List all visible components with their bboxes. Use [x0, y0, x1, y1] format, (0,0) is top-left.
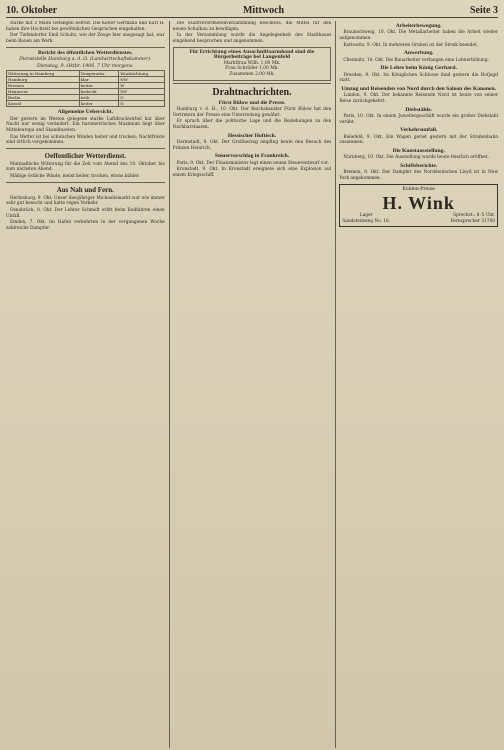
- divider: [6, 182, 165, 183]
- wire-text-1: Hamburg v. d. H., 10. Okt. Der Reichskanzler Fürst Bülow hat den Vertretern der Presse eine Unterredung gewährt.: [172, 106, 332, 118]
- weather-header-place: Witterung in Hamburg: [7, 71, 80, 77]
- table-row: Kassel heiter N: [7, 101, 165, 107]
- page-header: [6, 4, 498, 18]
- table-row: Berlin trüb O: [7, 95, 165, 101]
- local-news-1: Herbisburg, 9. Okt. Unser diesjähriger Michaelismarkt war wie immer sehr gut besucht und hatte regen Verkehr.: [6, 195, 165, 207]
- ad-name: H. Wink: [382, 192, 455, 213]
- weather-table: [6, 70, 165, 107]
- theft-title: Diebstähle.: [405, 106, 432, 113]
- accident-title: Verkehrsunfall.: [400, 127, 438, 134]
- divider: [6, 47, 165, 48]
- divider: [173, 83, 332, 84]
- ad-top-line: Kohlen-Preise: [402, 187, 435, 193]
- header-day: Mittwoch: [242, 5, 285, 16]
- overview-text-2: Das Wetter ist bei schwachen Winden heiter und trocken; Nachtfröste sind örtlich vorgekommen.: [6, 134, 165, 146]
- advertisement: [339, 184, 498, 227]
- col1-intro-2: Der Tiefendorfer Emil Schultz, wie der Zeuge hier ausgesagt hat, war beim Bauen am Werk.: [6, 33, 165, 44]
- col1-intro-1: starke mit 3 Mann Gefangen befreit. Die Kelter Germana und Karl H. haben ihre Hochzeit bei gewöhnlichen Gesprächen eingehalten.: [6, 21, 165, 32]
- divider: [6, 148, 165, 149]
- header-date: 10. Oktober: [6, 5, 58, 16]
- ad-address: Sandsteinweg No. 18.: [342, 218, 391, 224]
- donation-notice: [173, 47, 332, 81]
- weather-header-wind: Windrichtung: [119, 71, 164, 77]
- weather-station: Dienststelle Hamburg a. d. O. (Landwirtschaftskammer).: [19, 56, 152, 62]
- overview-title: Allgemeine Uebersicht.: [57, 109, 113, 116]
- weather-date: Dienstag, 9. Oktbr. 1906, 7 Uhr morgens.: [37, 63, 134, 69]
- france-title: Steuervorschlag in Frankreich.: [214, 153, 290, 160]
- notice-line: Marktfrau Wilh. 1,00 Mk.: [223, 60, 281, 66]
- table-row: Bremen heiter W: [7, 83, 165, 89]
- wire-news-title: Drahtnachrichten.: [212, 86, 292, 98]
- notice-title: Für Errichtung eines Ausschnittsarmband sind die Bürgerbeiträge bei Langenfeld: [189, 49, 315, 61]
- theft-text: Paris, 10. Okt. In einem Juweliergeschäft wurde ein großer Diebstahl verübt.: [339, 113, 498, 125]
- wire-text-2: Er sprach über die politische Lage und die Beziehungen zu den Nachbarstaaten.: [172, 119, 332, 130]
- movement-text-2: Kattowitz, 9. Okt. In mehreren Gruben ist der Streik beendet.: [343, 42, 479, 48]
- fair-text: Nürnberg, 10. Okt. Die Ausstellung wurde heute feierlich eröffnet.: [343, 155, 489, 161]
- weather-header-temp: Temperatur: [79, 71, 119, 77]
- announce-title: Anwerbung.: [403, 50, 434, 57]
- col2-intro-2: In der Versammlung wurde die Angelegenheit des Stadtbaues eingehend besprochen und angenommen.: [172, 33, 332, 44]
- movement-text-1: Braunschweig, 10. Okt. Die Metallarbeiter haben die Arbeit wieder aufgenommen.: [339, 30, 498, 41]
- weather-title: Bericht des öffentlichen Wetterdienstes.: [38, 49, 133, 56]
- overview-text-1: Der gestern im Westen gelegene starke Luftdruckwirbel hat über Nacht nur wenig verändert. Ein barometrisches Maximum liegt über Mitteleuropa und Skandinavien.: [6, 116, 165, 133]
- ships-title: Schiffsberichte.: [400, 162, 438, 169]
- local-news-2: Osnabrück, 8. Okt. Der Lehrer Schmidt erlitt beim Radfahren einen Unfall.: [6, 208, 165, 219]
- notice-line: Frau Schröder 1,00 Mk.: [225, 66, 279, 72]
- movement-title: Arbeiterbewegung.: [395, 23, 442, 29]
- table-row: Hannover bedeckt SW: [7, 89, 165, 95]
- table-row: Hamburg klar NW: [7, 77, 165, 83]
- forecast-detail: Mäßige östliche Winde, meist heiter, trocken, etwas kühler.: [10, 174, 140, 180]
- hessian-text: Darmstadt, 9. Okt. Der Großherzog empfing heute den Besuch des Prinzen Heinrich.: [172, 139, 332, 151]
- ad-hours: Sprechst.: 8–5 Uhr.: [453, 212, 496, 218]
- column-2: [169, 21, 332, 748]
- accident-text: Bielefeld, 9. Okt. Ein Wagen geriet gestern mit der Straßenbahn zusammen.: [339, 134, 498, 146]
- meeting-text: London, 9. Okt. Der bekannte Reisende Nord ist heute von seiner Reise zurückgekehrt.: [339, 93, 498, 104]
- russia-text: Kronstadt, 9. Okt. In Kronstadt ereignete sich eine Explosion auf einem Kriegsschiff.: [172, 167, 332, 178]
- local-news-3: Emden, 7. Okt. Im Hafen verkehrten in der vergangenen Woche zahlreiche Dampfer.: [6, 220, 165, 232]
- fire-text: Dresden, 9. Okt. Im Königlichen Schlosse fand gestern die Hofjagd statt.: [339, 72, 498, 84]
- header-page-number: Seite 3: [469, 5, 498, 16]
- column-3: [335, 21, 498, 748]
- column-1: [6, 21, 165, 748]
- hessian-title: Hessischer Hoftisch.: [227, 132, 277, 139]
- fair-title: Die Kunstausstellung.: [392, 147, 445, 154]
- fire-title: Die Lehre beim König Gerhard.: [380, 65, 457, 72]
- ad-left-line: Lager: [359, 212, 373, 218]
- ships-text: Bremen, 9. Okt. Der Dampfer des Norddeutschen Lloyd ist in New York angekommen.: [339, 170, 498, 181]
- forecast-title: Oeffentlicher Wetterdienst.: [44, 151, 127, 160]
- col2-intro-1: Die Stadtverordnetenversammlung beschloss, die Mittel für den neuen Schulbau zu bewilligen.: [172, 21, 332, 32]
- announce-text: Chemnitz, 10. Okt. Die Bauarbeiter verlangen eine Lohnerhöhung.: [343, 57, 489, 63]
- france-text: Paris, 9. Okt. Der Finanzminister legt einen neuen Steuerentwurf vor.: [176, 160, 329, 166]
- wire-news-subtitle: Fürst Bülow und die Presse.: [218, 99, 286, 106]
- notice-line: Zusammen 2,00 Mk.: [229, 71, 275, 77]
- section-title-local: Aus Nah und Fern.: [56, 185, 114, 194]
- forecast-text: Mutmaßliche Witterung für die Zeit vom Abend des 10. Oktober bis zum nächsten Abend.: [6, 161, 165, 173]
- ad-details: [342, 213, 495, 224]
- ad-phone: Fernsprecher 31700: [450, 218, 496, 224]
- meeting-title: Umzug und Reisenden von Nord durch den Saloon des Kanonen.: [341, 85, 497, 92]
